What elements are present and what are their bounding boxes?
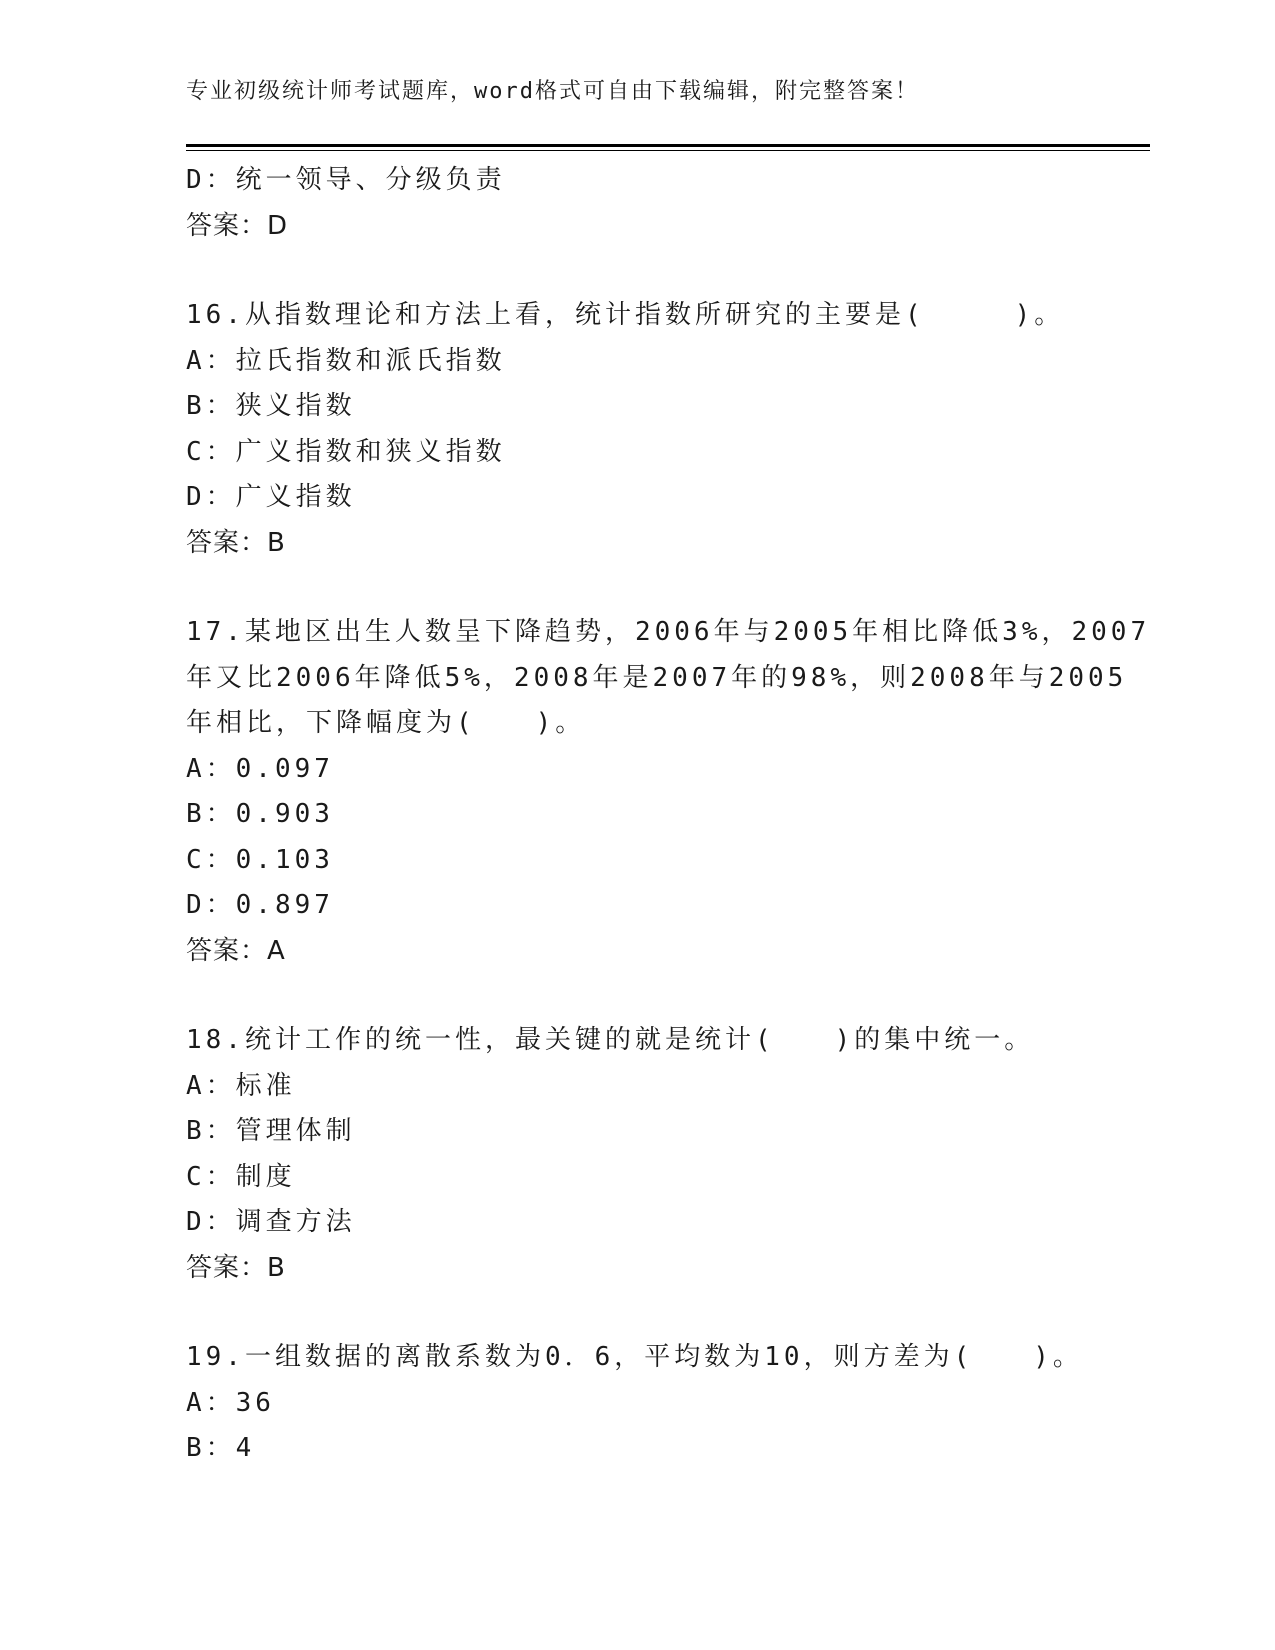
option-a: A：0.097 (186, 753, 334, 784)
option-a: A：标准 (186, 1070, 296, 1101)
option-d: D：0.897 (186, 890, 334, 920)
question-stem: 19.一组数据的离散系数为0．6，平均数为10，则方差为( )。 (186, 1342, 1083, 1372)
option-b: B：4 (186, 1433, 256, 1463)
option-c: C：广义指数和狭义指数 (186, 436, 506, 467)
page-header: 专业初级统计师考试题库，word格式可自由下载编辑，附完整答案！ (186, 79, 919, 104)
question-16 (186, 293, 1086, 566)
question-19 (186, 1335, 1086, 1472)
question-17 (186, 610, 1151, 974)
answer-line: 答案：D (186, 210, 289, 241)
answer-line: 答案：B (186, 527, 286, 558)
option-d: D：调查方法 (186, 1207, 356, 1237)
question-18 (186, 1018, 1086, 1291)
option-b: B：0.903 (186, 799, 334, 829)
option-d: D：广义指数 (186, 482, 356, 512)
option-a: A：拉氏指数和派氏指数 (186, 345, 506, 376)
question-stem-line-2: 年又比2006年降低5%，2008年是2007年的98%，则2008年与2005 (186, 662, 1128, 693)
header-rule-thick (186, 144, 1150, 147)
option-a: A：36 (186, 1387, 275, 1418)
question-stem-line-3: 年相比，下降幅度为( )。 (186, 708, 586, 738)
option-d: D：统一领导、分级负责 (186, 165, 506, 195)
previous-question-fragment (186, 158, 1086, 249)
question-stem: 16.从指数理论和方法上看，统计指数所研究的主要是( )。 (186, 300, 1065, 330)
answer-line: 答案：B (186, 1252, 286, 1283)
option-b: B：狭义指数 (186, 391, 356, 421)
header-rule-thin (186, 150, 1150, 151)
option-b: B：管理体制 (186, 1116, 356, 1146)
answer-line: 答案：A (186, 935, 286, 966)
question-stem-line-1: 17.某地区出生人数呈下降趋势，2006年与2005年相比降低3%，2007 (186, 617, 1151, 647)
option-c: C：0.103 (186, 844, 334, 875)
question-stem: 18.统计工作的统一性，最关键的就是统计( )的集中统一。 (186, 1025, 1035, 1055)
option-c: C：制度 (186, 1161, 296, 1192)
question-content (186, 158, 1151, 1472)
